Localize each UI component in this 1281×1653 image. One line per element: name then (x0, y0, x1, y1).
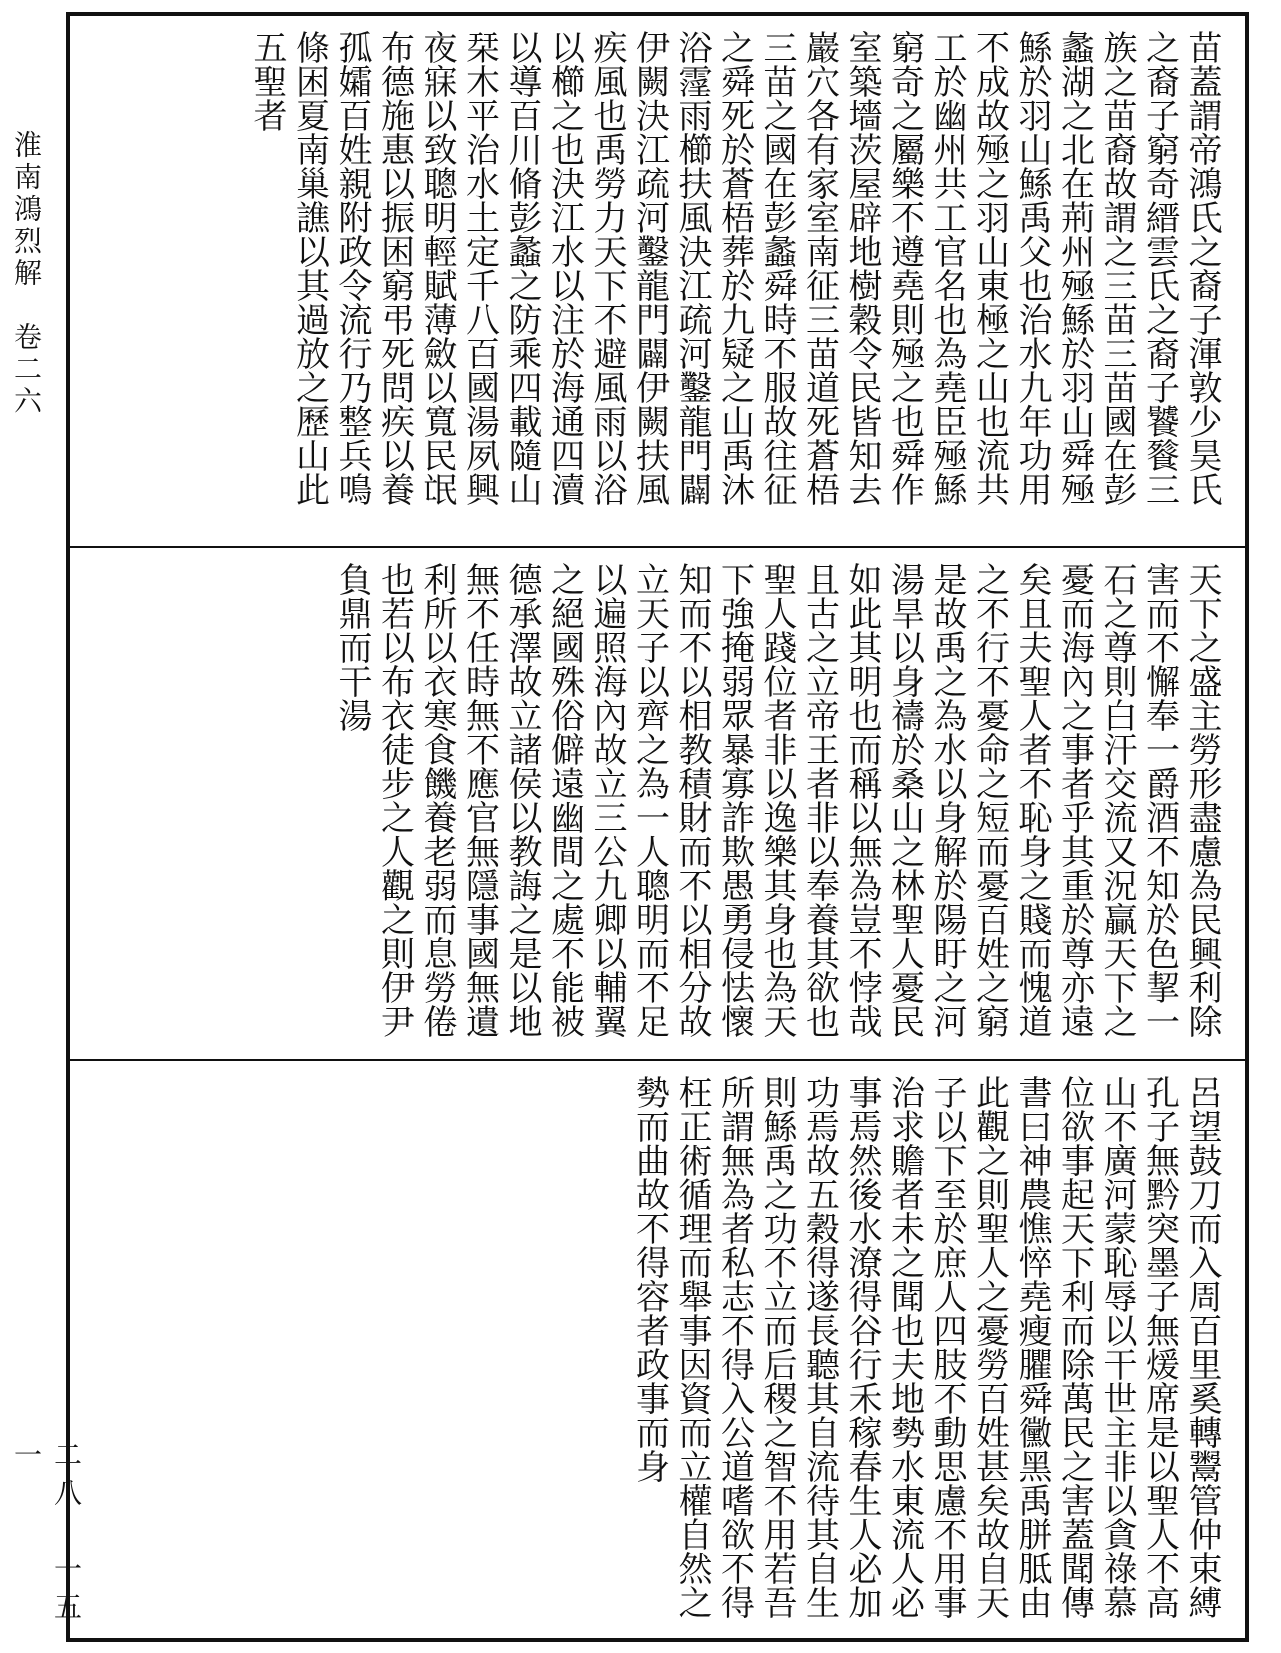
panel-top (70, 16, 1245, 546)
book-title: 淮南鴻烈解 卷二六 (10, 130, 43, 418)
page-frame (66, 12, 1249, 1642)
panel-text: 呂望鼓刀而入周百里奚轉鬻管仲束縛孔子無黔突墨子無煖席是以聖人不高山不廣河蒙恥辱以干世主非以貪祿慕位欲事起天下利而除萬民之害蓋聞傳書曰神農憔悴堯瘦臞舜黴黑禹胼胝由此觀之則聖人之憂勞百姓甚矣故自天子以下至於庶人四肢不動思慮不用事治求贍者未之聞也夫地勢水東流人必事焉然後水潦得谷行禾稼春生人必加功焉故五穀得遂長聽其自流待其自生則鯀禹之功不立而后稷之智不用若吾所謂無為者私志不得入公道嗜欲不得枉正術循理而舉事因資而立權自然之勢而曲故不得容者政事而身 (629, 1075, 1222, 1619)
panel-middle (70, 546, 1245, 1059)
left-margin (6, 130, 83, 1631)
page-number: 二八－一五一 (10, 1440, 83, 1631)
panel-bottom (70, 1059, 1245, 1638)
panel-text: 天下之盛主勞形盡慮為民興利除害而不懈奉一爵酒不知於色挈一石之尊則白汗交流又況贏天下之憂而海內之事者乎其重於尊亦遠矣且夫聖人者不恥身之賤而愧道之不行不憂命之短而憂百姓之窮是故禹之為水以身解於陽盱之河湯旱以身禱於桑山之林聖人憂民如此其明也而稱以無為豈不悖哉且古之立帝王者非以奉養其欲也聖人踐位者非以逸樂其身也為天下強掩弱眾暴寡詐欺愚勇侵怯懷知而不以相教積財而不以相分故立天子以齊之為一人聰明而不足以遍照海內故立三公九卿以輔翼之絕國殊俗僻遠幽間之處不能被德承澤故立諸侯以教誨之是以地無不任時無不應官無隱事國無遺利所以衣寒食饑養老弱而息勞倦也若以布衣徒步之人觀之則伊尹負鼎而干湯 (332, 562, 1222, 1038)
panel-text: 苗蓋謂帝鴻氏之裔子渾敦少昊氏之裔子窮奇縉雲氏之裔子饕餮三族之苗裔故謂之三苗三苗國在彭蠡湖之北在荊州殛鯀於羽山舜殛鯀於羽山鯀禹父也治水九年功用不成故殛之羽山東極之山也流共工於幽州共工官名也為堯臣殛鯀窮奇之屬樂不遵堯則殛之也舜作室築墻茨屋辟地樹穀令民皆知去巖穴各有家室南征三苗道死蒼梧三苗之國在彭蠡舜時不服故往征之舜死於蒼梧葬於九疑之山禹沐浴霪雨櫛扶風決江疏河鑿龍門闢伊闕決江疏河鑿龍門闢伊闕扶風疾風也禹勞力天下不避風雨以浴以櫛之也決江水以注於海通四瀆以導百川脩彭蠡之防乘四載隨山栞木平治水土定千八百國湯夙興夜寐以致聰明輕賦薄斂以寬民氓布德施惠以振困窮弔死問疾以養孤孀百姓親附政令流行乃整兵鳴條困夏南巢譙以其過放之歷山此五聖者 (247, 30, 1222, 506)
